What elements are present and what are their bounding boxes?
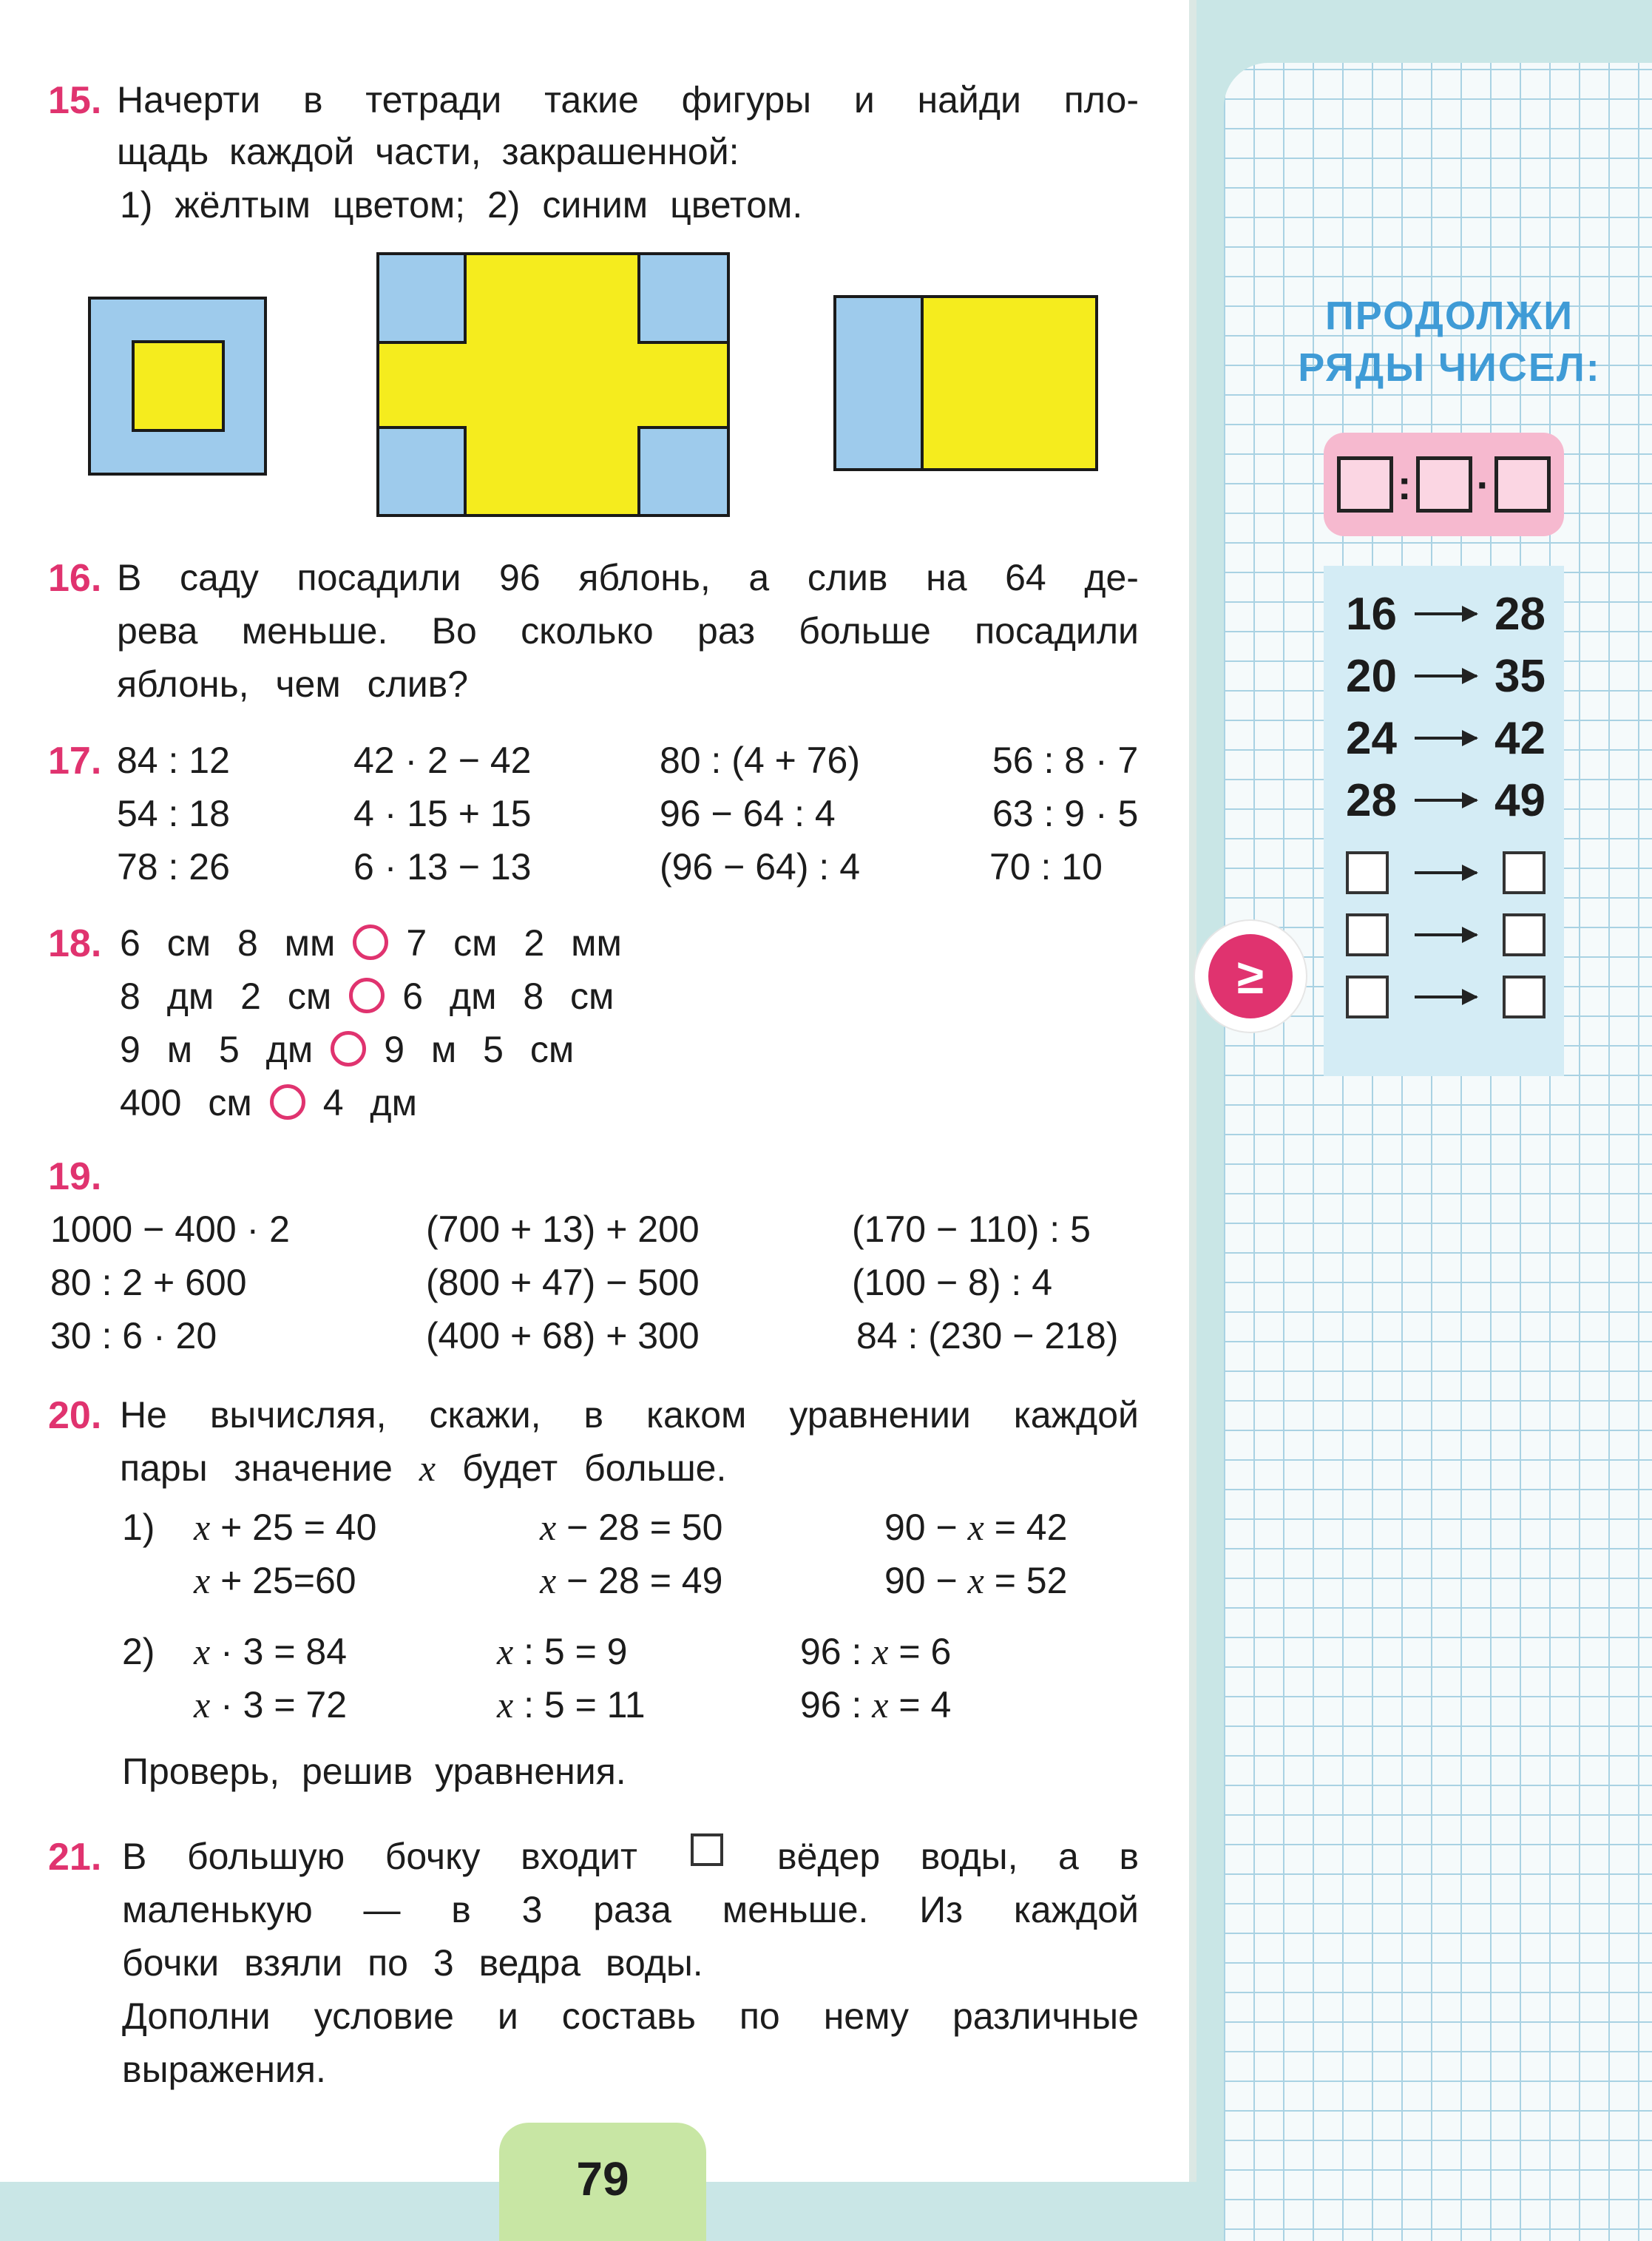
pattern-op: : [1397, 461, 1412, 508]
eq-1-6: 90 − x = 52 [884, 1560, 1068, 1601]
pattern-op: · [1476, 461, 1491, 508]
exercise-17-col2-1: 42 · 2 − 42 [353, 740, 532, 781]
arrow-right-icon [1415, 871, 1477, 874]
eq-2-6: 96 : x = 4 [800, 1684, 952, 1725]
comparison-badge [1195, 921, 1306, 1032]
exercise-17-col1-3: 78 : 26 [117, 846, 230, 888]
exercise-21-line-3: бочки взяли по 3 ведра воды. [122, 1942, 703, 1984]
exercise-17-col2-3: 6 · 13 − 13 [353, 846, 532, 888]
exercise-18-row-2: 8 дм 2 см 6 дм 8 см [120, 976, 615, 1017]
arrow-right-icon [1415, 737, 1477, 740]
exercise-21-line-5: выражения. [122, 2049, 326, 2090]
pattern-box [1416, 456, 1472, 513]
exercise-17-col4-1: 56 : 8 · 7 [992, 740, 1139, 781]
eq-1-2: x + 25=60 [194, 1560, 356, 1601]
exercise-21-number: 21. [48, 1836, 102, 1879]
greater-equal-icon: ≥ [1208, 934, 1293, 1018]
exercise-16-number: 16. [48, 557, 102, 600]
exercise-17-col3-2: 96 − 64 : 4 [660, 793, 836, 834]
exercise-19-number: 19. [48, 1155, 102, 1198]
exercise-18-number: 18. [48, 922, 102, 965]
series-row-blank [1346, 971, 1546, 1023]
exercise-17-number: 17. [48, 740, 102, 783]
pattern-box [1494, 456, 1551, 513]
exercise-18-row-3: 9 м 5 дм 9 м 5 см [120, 1029, 575, 1070]
eq-2-1: x · 3 = 84 [194, 1631, 348, 1672]
exercise-20-line-2: пары значение x будет больше. [120, 1447, 727, 1489]
compare-circle[interactable] [349, 978, 385, 1013]
exercise-19-col1-2: 80 : 2 + 600 [50, 1262, 247, 1303]
exercise-15-line-3: 1) жёлтым цветом; 2) синим цветом. [120, 184, 803, 226]
number-series-panel [1324, 566, 1564, 1076]
eq-2-4: x : 5 = 11 [497, 1684, 646, 1725]
exercise-17-col4-2: 63 : 9 · 5 [992, 793, 1139, 834]
blank-box[interactable] [1503, 851, 1546, 894]
eq-2-5: 96 : x = 6 [800, 1631, 952, 1672]
exercise-20-line-1: Не вычисляя, скажи, в каком уравнении каждой [120, 1394, 1139, 1436]
exercise-19-col1-1: 1000 − 400 · 2 [50, 1209, 290, 1250]
sidebar-title-line-1: ПРОДОЛЖИ [1324, 294, 1574, 338]
exercise-18-row-4: 400 см 4 дм [120, 1082, 417, 1123]
page-number: 79 [499, 2123, 706, 2241]
series-row: 16 28 [1346, 588, 1546, 640]
blank-box[interactable] [1503, 976, 1546, 1018]
pattern-panel [1324, 433, 1564, 536]
pattern-box [1337, 456, 1393, 513]
figure-split-rectangle [833, 294, 1100, 473]
exercise-17-col4-3: 70 : 10 [989, 846, 1103, 888]
figure-square-in-square [87, 296, 269, 478]
exercise-17-col3-1: 80 : (4 + 76) [660, 740, 860, 781]
exercise-20-number: 20. [48, 1394, 102, 1437]
series-row: 20 35 [1346, 650, 1546, 702]
series-row: 28 49 [1346, 774, 1546, 826]
arrow-right-icon [1415, 933, 1477, 936]
eq-1-4: x − 28 = 49 [540, 1560, 723, 1601]
arrow-right-icon [1415, 799, 1477, 802]
eq-1-1: x + 25 = 40 [194, 1507, 377, 1548]
blank-box[interactable] [1346, 851, 1389, 894]
exercise-21-line-1: В большую бочку входит вёдер воды, а в [122, 1838, 1139, 1875]
series-row: 24 42 [1346, 712, 1546, 764]
exercise-16-line-2: рева меньше. Во сколько раз больше посадили [117, 610, 1139, 652]
exercise-18-row-1: 6 см 8 мм 7 см 2 мм [120, 922, 622, 964]
exercise-15-line-2: щадь каждой части, закрашенной: [117, 131, 739, 172]
exercise-21-line-4: Дополни условие и составь по нему различные [122, 1995, 1139, 2037]
blank-box[interactable] [1503, 913, 1546, 956]
eq-1-3: x − 28 = 50 [540, 1507, 723, 1548]
exercise-20-part1-label: 1) [122, 1507, 155, 1548]
exercise-19-col2-1: (700 + 13) + 200 [426, 1209, 700, 1250]
series-row-blank [1346, 847, 1546, 899]
exercise-19-col3-3: 84 : (230 − 218) [856, 1315, 1119, 1356]
exercise-16-line-1: В саду посадили 96 яблонь, а слив на 64 де- [117, 557, 1139, 598]
arrow-right-icon [1415, 612, 1477, 615]
exercise-17-col2-2: 4 · 15 + 15 [353, 793, 532, 834]
eq-2-3: x : 5 = 9 [497, 1631, 628, 1672]
exercise-17-col1-1: 84 : 12 [117, 740, 230, 781]
arrow-right-icon [1415, 996, 1477, 998]
exercise-15-number: 15. [48, 79, 102, 122]
exercise-19-col2-3: (400 + 68) + 300 [426, 1315, 700, 1356]
exercise-19-col3-2: (100 − 8) : 4 [852, 1262, 1052, 1303]
exercise-19-col1-3: 30 : 6 · 20 [50, 1315, 217, 1356]
series-row-blank [1346, 909, 1546, 961]
exercise-16-line-3: яблонь, чем слив? [117, 663, 469, 705]
exercise-21-line-2: маленькую — в 3 раза меньше. Из каждой [122, 1889, 1139, 1930]
blank-box[interactable] [691, 1833, 723, 1866]
compare-circle[interactable] [331, 1031, 366, 1067]
blank-box[interactable] [1346, 913, 1389, 956]
exercise-19-col2-2: (800 + 47) − 500 [426, 1262, 700, 1303]
eq-1-5: 90 − x = 42 [884, 1507, 1068, 1548]
compare-circle[interactable] [270, 1084, 305, 1120]
exercise-20-check: Проверь, решив уравнения. [122, 1751, 626, 1792]
compare-circle[interactable] [353, 925, 388, 960]
blank-box[interactable] [1346, 976, 1389, 1018]
exercise-19-col3-1: (170 − 110) : 5 [852, 1209, 1091, 1250]
arrow-right-icon [1415, 675, 1477, 677]
sidebar-title-line-2: РЯДЫ ЧИСЕЛ: [1298, 345, 1601, 390]
exercise-17-col3-3: (96 − 64) : 4 [660, 846, 860, 888]
exercise-15-line-1: Начерти в тетради такие фигуры и найди пло- [117, 79, 1139, 121]
eq-2-2: x · 3 = 72 [194, 1684, 348, 1725]
exercise-17-col1-2: 54 : 18 [117, 793, 230, 834]
figure-cross [376, 251, 732, 519]
exercise-20-part2-label: 2) [122, 1631, 155, 1672]
